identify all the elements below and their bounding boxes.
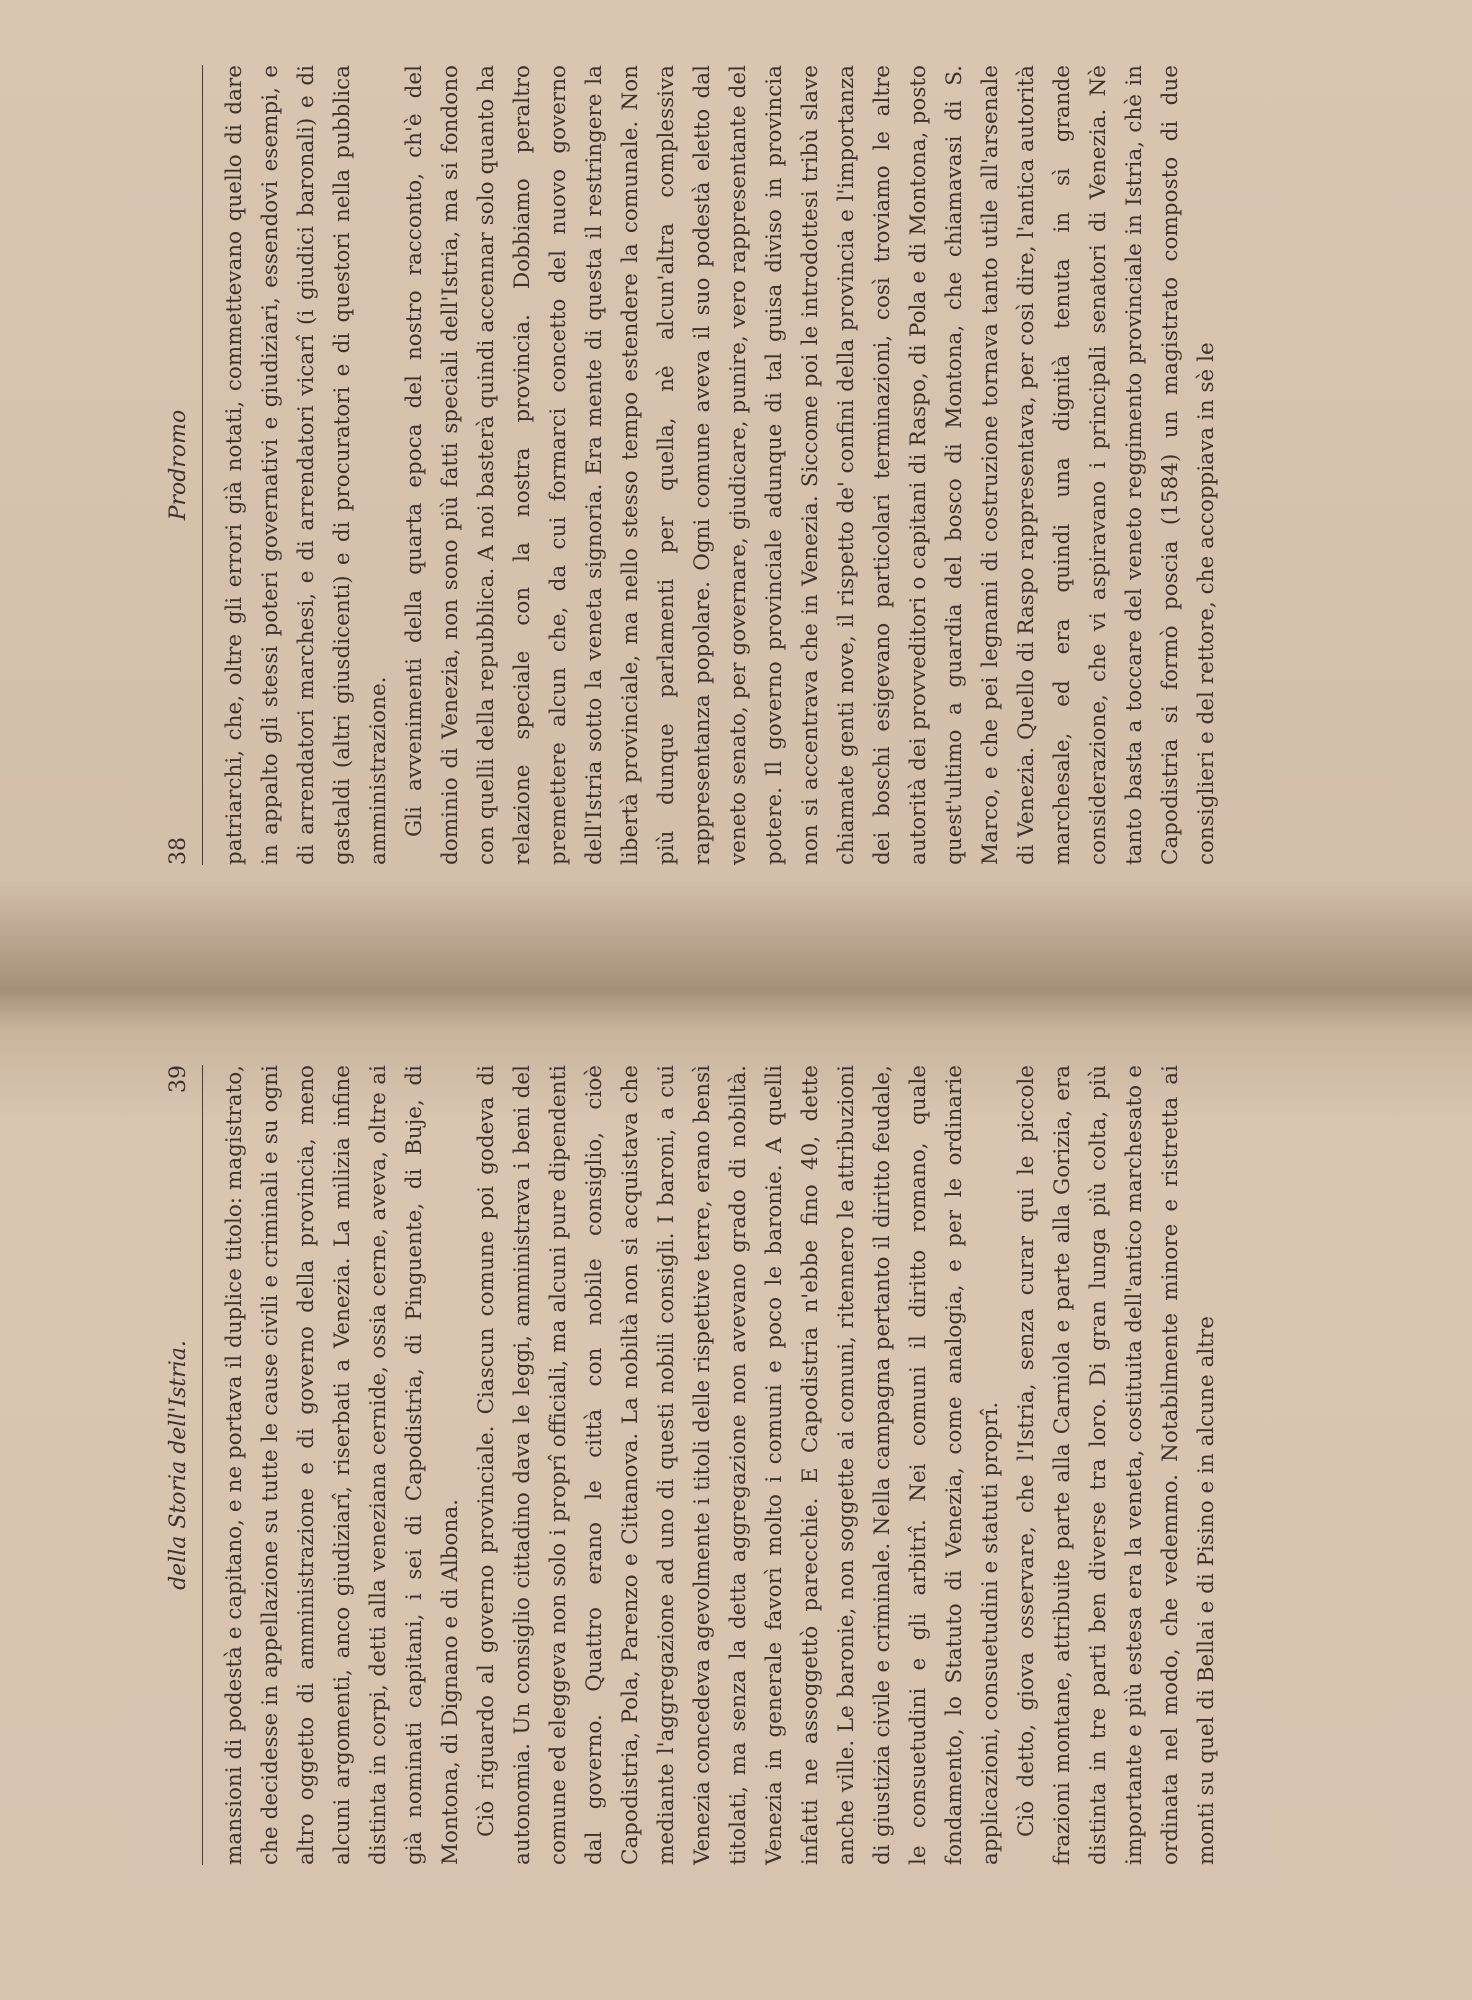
paragraph: mansioni di podestà e capitano, e ne portava il duplice titolo: magistrato, che decidesse in appellazione su tutte le cause civili e criminali e su ogni altro oggetto di amministrazione e di governo della provincia, meno alcuni argomenti, anco giudiziarî, riserbati a Venezia. La milizia infine distinta in corpi, detti alla veneziana cernide, ossia cerne, aveva, oltre ai già nominati capitani, i sei di Capodistria, di Pinguente, di Buje, di Montona, di Dignano e di Albona. (222, 1065, 463, 1865)
right-page-content (160, 1065, 1225, 1865)
left-page-header (160, 65, 200, 865)
left-page-rotated-frame (160, 0, 1340, 1000)
right-page (0, 1000, 1472, 2000)
right-page-rotated-frame (160, 1000, 1340, 2000)
paragraph: Gli avvenimenti della quarta epoca del nostro racconto, ch'è del dominio di Venezia, non sono più fatti speciali dell'Istria, ma si fondono con quelli della repubblica. A noi basterà quindi accennar solo quanto ha relazione speciale con la nostra provincia. Dobbiamo peraltro premettere alcun che, da cui formarci concetto del nuovo governo dell'Istria sotto la veneta signoria. Era mente di questa il restringere la libertà provinciale, ma nello stesso tempo estendere la comunale. Non più dunque parlamenti per quella, nè alcun'altra complessiva rappresentanza popolare. Ogni comune aveva il suo podestà eletto dal veneto senato, per governare, giudicare, punire, vero rappresentante del potere. Il governo provinciale adunque di tal guisa diviso in provincia non si accentrava che in Venezia. Siccome poi le introdottesi tribù slave chiamate genti nove, il rispetto de' confini della provincia e l'importanza dei boschi esigevano particolari terminazioni, così troviamo le altre autorità dei provveditori o capitani di Raspo, di Pola e di Montona, posto quest'ultimo a guardia del bosco di Montona, che chiamavasi di S. Marco, e che pei legnami di costruzione tornava tanto utile all'arsenale di Venezia. Quello di Raspo rappresentava, per così dire, l'antica autorità marchesale, ed era quindi una dignità tenuta in sì grande considerazione, che vi aspiravano i principali senatori di Venezia. Nè tanto basta a toccare del veneto reggimento provinciale in Istria, chè in Capodistria si formò poscia (1584) un magistrato composto di due consiglieri e del rettore, che accoppiava in sè le (402, 65, 1219, 865)
paragraph: Ciò detto, giova osservare, che l'Istria, senza curar qui le piccole frazioni montane, attribuite parte alla Carniola e parte alla Gorizia, era distinta in tre parti ben diverse tra loro. Di gran lunga più colta, più importante e più estesa era la veneta, costituita dell'antico marchesato e ordinata nel modo, che vedemmo. Notabilmente minore e ristretta ai monti su quel di Bellai e di Pisino e in alcune altre (1014, 1065, 1219, 1865)
running-title: della Storia dell'Istria. (166, 1340, 191, 1590)
paragraph: Ciò riguardo al governo provinciale. Ciascun comune poi godeva di autonomia. Un consiglio cittadino dava le leggi, amministrava i beni del comune ed eleggeva non solo i proprî officiali, ma alcuni pure dipendenti dal governo. Quattro erano le città con nobile consiglio, cioè Capodistria, Pola, Parenzo e Cittanova. La nobiltà non si acquistava che mediante l'aggregazione ad uno di questi nobili consigli. I baroni, a cui Venezia concedeva agevolmente i titoli delle rispettive terre, erano bensì titolati, ma senza la detta aggregazione non avevano grado di nobiltà. Venezia in generale favorì molto i comuni e poco le baronie. A quelli infatti ne assoggettò parecchie. E Capodistria n'ebbe fino 40, dette anche ville. Le baronie, non soggette ai comuni, ritennero le attribuzioni di giustizia civile e criminale. Nella campagna pertanto il diritto feudale, le consuetudini e gli arbitrî. Nei comuni il diritto romano, quale fondamento, lo Statuto di Venezia, come analogia, e per le ordinarie applicazioni, consuetudini e statuti proprî. (474, 1065, 1003, 1865)
page-number: 38 (166, 837, 191, 865)
header-rule (202, 65, 203, 865)
page-number: 39 (166, 1065, 191, 1093)
paragraph: patriarchi, che, oltre gli errori già notati, commettevano quello di dare in appalto gli stessi poteri governativi e giudiziari, essendovi esempi, e di arrendatori marchesi, e di arrendatori vicarî (i giudici baronali) e di gastaldi (altri giusdicenti) e di procuratori e di questori nella pubblica amministrazione. (222, 65, 391, 865)
header-rule (202, 1065, 203, 1865)
running-title: Prodromo (166, 409, 191, 521)
left-page-content (160, 65, 1225, 865)
left-page-body (217, 65, 1225, 865)
right-page-header (160, 1065, 200, 1865)
right-page-body (217, 1065, 1225, 1865)
